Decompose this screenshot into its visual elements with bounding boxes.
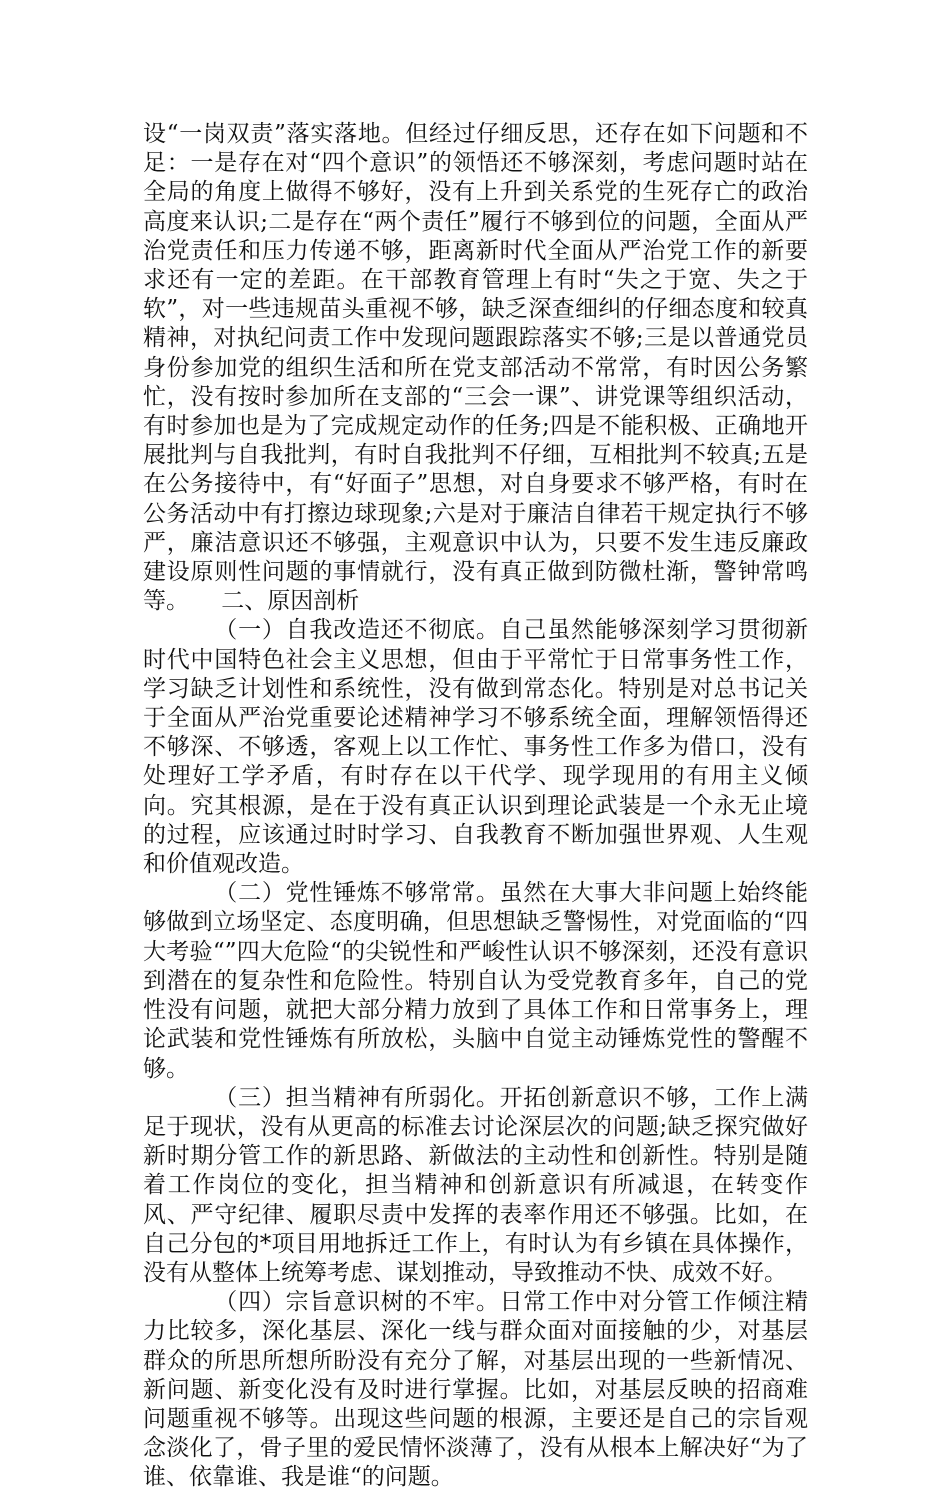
problems-paragraph [143,120,808,616]
cause-paragraph-2: （二）党性锤炼不够常常。虽然在大事大非问题上始终能够做到立场坚定、态度明确，但思想缺乏警惕性，对党面临的“四大考验“”四大危险“的尖锐性和严峻性认识不够深刻，还没有意识到潜在的复杂性和危险性。特别自认为受党教育多年，自己的党性没有问题，就把大部分精力放到了具体工作和日常事务上，理论武装和党性锤炼有所放松，头脑中自觉主动锤炼党性的警醒不够。 [143,880,808,1082]
section-heading-causes: 二、原因剖析 [221,588,360,615]
cause-paragraph-3: （三）担当精神有所弱化。开拓创新意识不够，工作上满足于现状，没有从更高的标准去讨论深层次的问题;缺乏探究做好新时期分管工作的新思路、新做法的主动性和创新性。特别是随着工作岗位的变化，担当精神和创新意识有所减退，在转变作风、严守纪律、履职尽责中发挥的表率作用还不够强。比如，在自己分包的*项目用地拆迁工作上，有时认为有乡镇在具体操作，没有从整体上统筹考虑、谋划推动，导致推动不快、成效不好。 [143,1084,808,1286]
cause-paragraph-1: （一）自我改造还不彻底。自己虽然能够深刻学习贯彻新时代中国特色社会主义思想，但由于平常忙于日常事务性工作，学习缺乏计划性和系统性，没有做到常态化。特别是对总书记关于全面从严治党重要论述精神学习不够系统全面，理解领悟得还不够深、不够透，客观上以工作忙、事务性工作多为借口，没有处理好工学矛盾，有时存在以干代学、现学现用的有用主义倾向。究其根源，是在于没有真正认识到理论武装是一个永无止境的过程，应该通过时时学习、自我教育不断加强世界观、人生观和价值观改造。 [143,617,808,878]
document-page [143,120,808,1493]
problems-text: 设“一岗双责”落实落地。但经过仔细反思，还存在如下问题和不足：一是存在对“四个意识”的领悟还不够深刻，考虑问题时站在全局的角度上做得不够好，没有上升到关系党的生死存亡的政治高度来认识;二是存在“两个责任”履行不够到位的问题，全面从严治党责任和压力传递不够，距离新时代全面从严治党工作的新要求还有一定的差距。在干部教育管理上有时“失之于宽、失之于软”，对一些违规苗头重视不够，缺乏深查细纠的仔细态度和较真精神，对执纪问责工作中发现问题跟踪落实不够;三是以普通党员身份参加党的组织生活和所在党支部活动不常常，有时因公务繁忙，没有按时参加所在支部的“三会一课”、讲党课等组织活动，有时参加也是为了完成规定动作的任务;四是不能积极、正确地开展批判与自我批判，有时自我批判不仔细，互相批判不较真;五是在公务接待中，有“好面子”思想，对自身要求不够严格，有时在公务活动中有打擦边球现象;六是对于廉洁自律若干规定执行不够严，廉洁意识还不够强，主观意识中认为，只要不发生违反廉政建设原则性问题的事情就行，没有真正做到防微杜渐，警钟常鸣等。 [143,121,808,615]
cause-paragraph-4: （四）宗旨意识树的不牢。日常工作中对分管工作倾注精力比较多，深化基层、深化一线与群众面对面接触的少，对基层群众的所思所想所盼没有充分了解，对基层出现的一些新情况、新问题、新变化没有及时进行掌握。比如，对基层反映的招商难问题重视不够等。出现这些问题的根源，主要还是自己的宗旨观念淡化了，骨子里的爱民情怀淡薄了，没有从根本上解决好“为了谁、依靠谁、我是谁“的问题。 [143,1289,808,1491]
